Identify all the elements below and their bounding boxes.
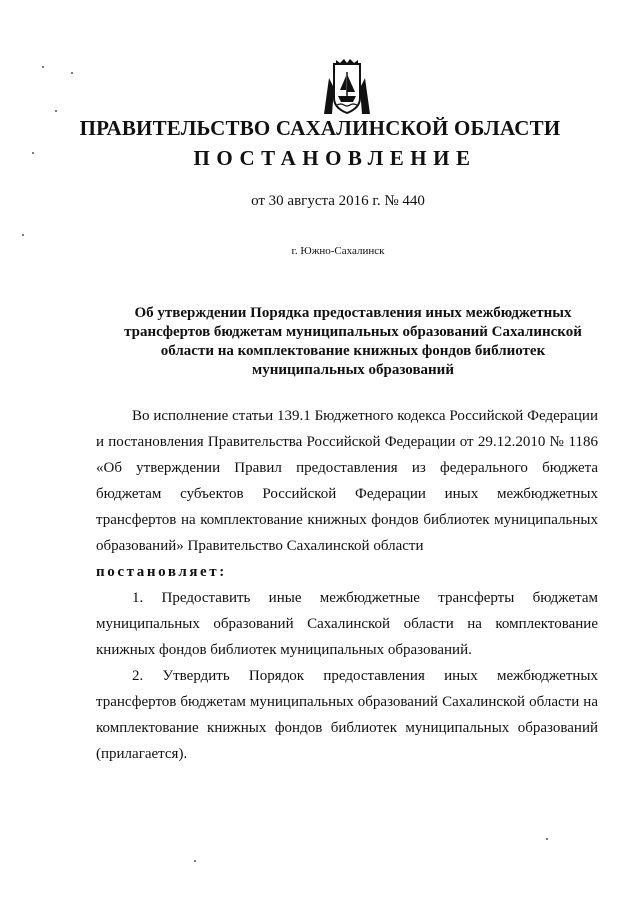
- decree-paragraph: [96, 559, 598, 585]
- org-title: ПРАВИТЕЛЬСТВО САХАЛИНСКОЙ ОБЛАСТИ: [79, 116, 561, 140]
- doc-type-title: ПОСТАНОВЛЕНИЕ: [193, 146, 477, 170]
- scan-speck: [194, 860, 196, 862]
- scan-speck: [42, 66, 44, 68]
- doc-subject: Об утверждении Порядка предоставления иных межбюджетных трансфертов бюджетам муниципальных образований Сахалинской области на комплектование книжных фондов библиотек муниципальных образований: [124, 305, 582, 378]
- scan-speck: [55, 110, 57, 112]
- preamble-paragraph: Во исполнение статьи 139.1 Бюджетного кодекса Российской Федерации и постановления Правительства Российской Федерации от 29.12.2010 № 1186 «Об утверждении Правил предоставления из федерального бюджета бюджетам субъектов Российской Федерации иных межбюджетных трансфертов на комплектование книжных фондов библиотек муниципальных образований» Правительство Сахалинской области: [96, 408, 598, 554]
- scan-speck: [546, 838, 548, 840]
- item-1-paragraph: 1. Предоставить иные межбюджетные трансферты бюджетам муниципальных образований Сахалинской области на комплектование книжных фондов библиотек муниципальных образований.: [96, 590, 598, 658]
- coat-of-arms-icon: [320, 58, 374, 116]
- decree-word: постановляет:: [96, 564, 227, 580]
- scan-speck: [22, 234, 24, 236]
- scan-speck: [71, 72, 73, 74]
- item-2-paragraph: 2. Утвердить Порядок предоставления иных межбюджетных трансфертов бюджетам муниципальных образований Сахалинской области на комплектование книжных фондов библиотек муниципальных образований (прилагается).: [96, 668, 598, 762]
- doc-city: г. Южно-Сахалинск: [291, 245, 385, 257]
- scan-speck: [32, 152, 34, 154]
- doc-date-number: от 30 августа 2016 г. № 440: [251, 193, 425, 209]
- doc-body: [96, 403, 598, 767]
